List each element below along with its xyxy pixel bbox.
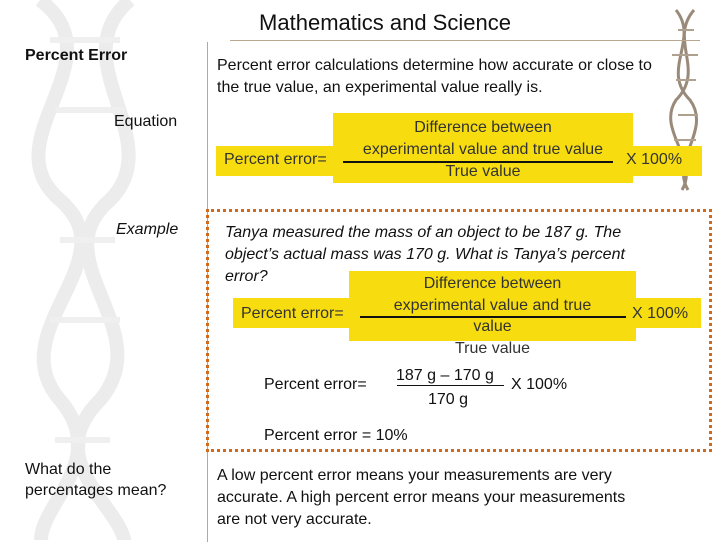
title-divider <box>230 40 700 41</box>
example-formula-numerator-line-3: value <box>473 318 512 335</box>
equation-denominator: True value <box>445 163 521 180</box>
definition-line-2: the true value, an experimental value really is. <box>217 79 543 96</box>
meaning-text-line-1: A low percent error means your measurements are very <box>217 467 612 484</box>
calc-lhs: Percent error= <box>264 376 367 393</box>
example-formula-multiplier: X 100% <box>632 305 689 322</box>
equation-lhs: Percent error= <box>224 151 327 168</box>
definition-line-1: Percent error calculations determine how accurate or close to <box>217 57 652 74</box>
label-percent-error: Percent Error <box>25 47 128 64</box>
meaning-text-line-3: are not very accurate. <box>217 511 372 528</box>
example-problem-line-2: object’s actual mass was 170 g. What is Tanya’s percent <box>225 246 625 263</box>
example-problem-line-1: Tanya measured the mass of an object to be 187 g. The <box>225 224 622 241</box>
equation-numerator-line-1: Difference between <box>414 119 552 136</box>
meaning-text-line-2: accurate. A high percent error means your measurements <box>217 489 626 506</box>
label-meaning-line-1: What do the <box>25 461 112 478</box>
label-meaning-line-2: percentages mean? <box>25 482 167 499</box>
calc-fraction-bar <box>397 385 504 386</box>
example-result: Percent error = 10% <box>264 427 408 444</box>
example-formula-numerator-line-2: experimental value and true <box>393 297 592 314</box>
calc-multiplier: X 100% <box>511 376 568 393</box>
example-formula-numerator-line-1: Difference between <box>423 275 562 292</box>
page-title: Mathematics and Science <box>259 10 511 35</box>
example-problem-line-3: error? <box>225 268 268 285</box>
equation-multiplier: X 100% <box>626 151 683 168</box>
calc-denominator: 170 g <box>428 391 469 408</box>
example-formula-denominator: True value <box>455 340 530 357</box>
label-example: Example <box>116 221 179 238</box>
calc-numerator: 187 g – 170 g <box>396 367 494 384</box>
equation-numerator-line-2: experimental value and true value <box>362 141 604 158</box>
label-equation: Equation <box>114 113 178 130</box>
example-formula-lhs: Percent error= <box>241 305 344 322</box>
